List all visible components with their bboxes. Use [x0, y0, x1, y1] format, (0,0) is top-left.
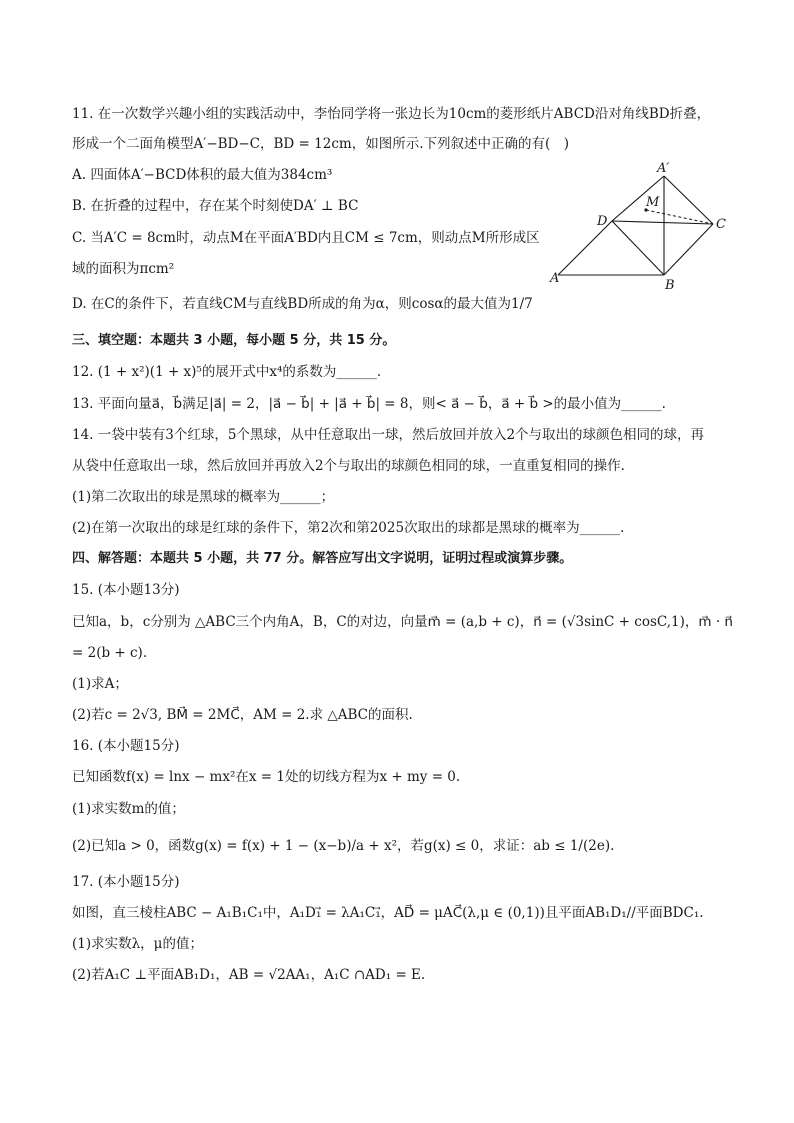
q16-part2: (2)已知a > 0，函数g(x) = f(x) + 1 − (x−b)/a + x²，若g(x) ≤ 0，求证：ab ≤ 1/(2e). [72, 838, 615, 854]
edge-a-d [558, 221, 612, 275]
edge-aprime-c [664, 176, 713, 224]
edge-b-c [664, 224, 713, 275]
q16-part1: (1)求实数m的值； [72, 801, 185, 817]
q11-line2: 形成一个二面角模型A′−BD−C，BD = 12cm，如图所示.下列叙述中正确的有( ) [72, 136, 570, 152]
q14-line2: 从袋中任意取出一球，然后放回并再放入2个与取出的球颜色相同的球，一直重复相同的操作. [72, 458, 625, 474]
q16-title: 16. (本小题15分) [72, 738, 180, 754]
edge-d-c [612, 221, 713, 224]
label-aprime: A′ [657, 161, 670, 176]
q14-part2: (2)在第一次取出的球是红球的条件下，第2次和第2025次取出的球都是黑球的概率为______. [72, 520, 625, 536]
q15-part2: (2)若c = 2√3, BM⃗ = 2MC⃗，AM = 2.求 △ABC的面积. [72, 707, 413, 723]
edge-d-b [612, 221, 664, 275]
label-b: B [665, 278, 675, 293]
q13-text: 13. 平面向量a⃗，b⃗满足|a⃗| = 2，|a⃗ − b⃗| + |a⃗ + b⃗| = 8，则< a⃗ − b⃗，a⃗ + b⃗ >的最小值为______. [72, 396, 666, 412]
q15-part1: (1)求A； [72, 676, 128, 692]
section-3-heading: 三、填空题：本题共 3 小题，每小题 5 分，共 15 分。 [72, 333, 396, 348]
q17-line1: 如图，直三棱柱ABC − A₁B₁C₁中，A₁D₁⃗ = λA₁C₁⃗，AD⃗ = μAC⃗(λ,μ ∈ (0,1))且平面AB₁D₁//平面BDC₁. [72, 905, 704, 921]
q14-part1: (1)第二次取出的球是黑球的概率为______； [72, 489, 335, 505]
q12-text: 12. (1 + x²)(1 + x)⁵的展开式中x⁴的系数为______. [72, 364, 382, 380]
q15-title: 15. (本小题13分) [72, 582, 180, 598]
q11-option-c-line2: 域的面积为πcm² [72, 261, 175, 277]
section-4-heading: 四、解答题：本题共 5 小题，共 77 分。解答应写出文字说明，证明过程或演算步骤。 [72, 551, 573, 566]
q17-part2: (2)若A₁C ⊥平面AB₁D₁，AB = √2AA₁，A₁C ∩AD₁ = E. [72, 967, 426, 983]
label-m: M [646, 195, 660, 210]
q11-option-c-line1: C. 当A′C = 8cm时，动点M在平面A′BD内且CM ≤ 7cm，则动点M所形成区 [72, 230, 540, 246]
q17-part1: (1)求实数λ，μ的值； [72, 936, 203, 952]
q17-title: 17. (本小题15分) [72, 874, 180, 890]
q11-option-b: B. 在折叠的过程中，存在某个时刻使DA′ ⊥ BC [72, 198, 359, 214]
q11-option-a: A. 四面体A′−BCD体积的最大值为384cm³ [72, 167, 333, 183]
q16-line1: 已知函数f(x) = lnx − mx²在x = 1处的切线方程为x + my = 0. [72, 769, 461, 785]
q15-line2: = 2(b + c). [72, 645, 148, 661]
q11-option-d: D. 在C的条件下，若直线CM与直线BD所成的角为α，则cosα的最大值为1/7 [72, 296, 533, 312]
q15-line1: 已知a，b，c分别为 △ABC三个内角A，B，C的对边，向量m⃗ = (a,b + c)，n⃗ = (√3sinC + cosC,1)，m⃗ · n⃗ [72, 614, 733, 630]
label-a: A [550, 271, 560, 286]
q11-line1: 11. 在一次数学兴趣小组的实践活动中，李怡同学将一张边长为10cm的菱形纸片ABCD沿对角线BD折叠， [72, 106, 711, 122]
tetrahedron-figure [548, 158, 738, 293]
label-d: D [597, 214, 608, 229]
label-c: C [716, 217, 726, 232]
q14-line1: 14. 一袋中装有3个红球，5个黑球，从中任意取出一球，然后放回并放入2个与取出的球颜色相同的球，再 [72, 427, 705, 443]
